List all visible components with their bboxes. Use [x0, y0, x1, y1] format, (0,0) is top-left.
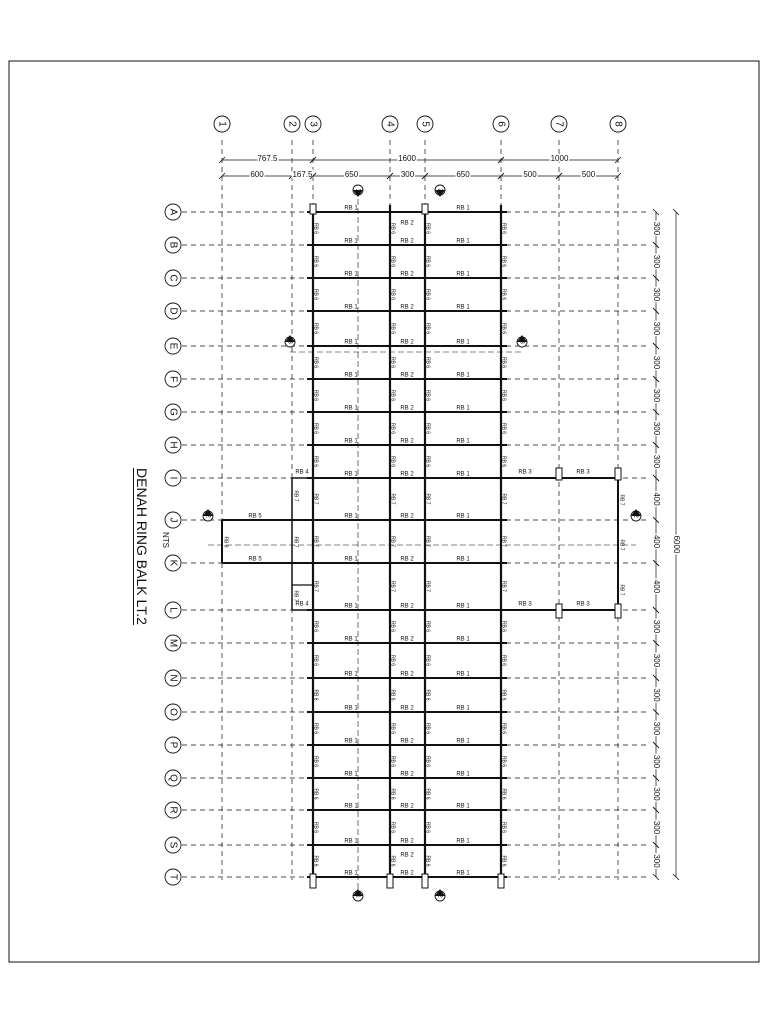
beam-label: RB 6	[312, 620, 319, 633]
beam-label: RB 6	[424, 821, 431, 834]
beam-label: RB 6	[424, 654, 431, 667]
section-mark-west	[203, 509, 213, 521]
beam-label: RB 1	[344, 771, 358, 778]
beam-label: RB 6	[500, 455, 507, 468]
beam-label: RB 6	[389, 322, 396, 335]
scale-note: NTS	[161, 532, 170, 548]
right-dimension-10-label: 400	[651, 579, 661, 594]
beam-label: RB 6	[500, 255, 507, 268]
beam-label: RB 7	[618, 494, 625, 506]
beam-label: RB 1	[456, 339, 470, 346]
beam-label: RB 6	[312, 356, 319, 369]
beam-label: RB 6	[424, 620, 431, 633]
beam-label: RB 2	[400, 738, 414, 745]
column-bottom-1	[387, 874, 393, 888]
beam-label: RB 7	[389, 535, 396, 548]
beam-label: RB 1	[344, 205, 358, 212]
beam-label: RB 6	[424, 389, 431, 402]
right-dimension-12-label: 300	[651, 653, 661, 668]
beam-label: RB 1	[456, 405, 470, 412]
beam-label: RB 6	[424, 422, 431, 435]
beam-label: RB 6	[500, 689, 507, 701]
beam-label: RB 2	[400, 238, 414, 245]
bottom-dimension-5-label: 500	[523, 170, 537, 180]
grid-bubble-row-label-P: P	[167, 741, 179, 749]
beam-label: RB 1	[344, 471, 358, 478]
beam-label: RB 7	[424, 580, 431, 593]
right-dimension-6-label: 300	[651, 421, 661, 436]
right-dimension-16-label: 300	[651, 787, 661, 801]
beam-label: RB 1	[344, 372, 358, 379]
beam-label: RB 6	[389, 722, 396, 735]
section-mark-2-top	[435, 185, 445, 197]
section-mark-2-top-label: 2	[436, 188, 443, 192]
beam-label: RB 4	[295, 601, 309, 608]
beam-label: RB 6	[312, 222, 319, 235]
beam-label: RB 6	[389, 255, 396, 268]
grid-bubble-col-label-6: 6	[495, 121, 507, 127]
beam-label: RB 8	[222, 536, 229, 548]
beam-label: RB 2	[400, 271, 414, 278]
grid-bubble-row-label-R: R	[167, 806, 179, 814]
beam-label: RB 7	[500, 535, 507, 548]
beam-label: RB 6	[500, 821, 507, 834]
top-dimension-2-label: 1000	[550, 154, 569, 164]
grid-bubble-row-label-S: S	[167, 841, 179, 849]
beam-label: RB 6	[312, 689, 319, 701]
beam-label: RB 2	[400, 372, 414, 379]
column-east-top-0	[556, 468, 562, 480]
beam-label: RB 7	[312, 535, 319, 548]
beam-label: RB 1	[344, 556, 358, 563]
right-dimension-18-label: 300	[651, 854, 661, 868]
section-mark-west-label: 2	[204, 514, 211, 518]
beam-label: RB 6	[389, 422, 396, 435]
beam-label: RB 6	[500, 288, 507, 301]
beam-label: RB 7	[292, 536, 299, 548]
beam-label: RB 1	[344, 838, 358, 845]
beam-label: RB 6	[389, 455, 396, 468]
beam-label: RB 7	[292, 490, 299, 502]
beam-label: RB 6	[389, 755, 396, 768]
beam-label: RB 4	[295, 469, 309, 476]
beam-label: RB 6	[500, 322, 507, 335]
right-dimension-7-label: 300	[651, 454, 661, 469]
beam-label: RB 2	[400, 803, 414, 810]
beam-label: RB 6	[500, 620, 507, 633]
sheet-border	[9, 61, 759, 962]
column-top-1	[422, 204, 428, 214]
bottom-dimension-6-label: 500	[581, 170, 596, 180]
beam-label: RB 6	[424, 755, 431, 768]
beam-label: RB 2	[400, 603, 414, 610]
overall-dimension-label: 6000	[671, 535, 681, 554]
beam-label: RB 7	[292, 590, 299, 602]
beam-label: RB 5	[248, 513, 262, 520]
beam-label: RB 6	[424, 255, 431, 268]
beam-label: RB 6	[500, 755, 507, 768]
beam-label: RB 6	[424, 322, 431, 335]
beam-label: RB 6	[312, 288, 319, 301]
beam-label: RB 6	[389, 788, 396, 800]
beam-label: RB 1	[456, 738, 470, 745]
grid-bubble-col-label-7: 7	[553, 121, 565, 127]
bottom-dimension-2-label: 650	[344, 170, 359, 180]
grid-bubble-col-label-3: 3	[307, 121, 319, 127]
beam-label: RB 6	[312, 788, 319, 800]
section-mark-east	[631, 509, 641, 521]
beam-label: RB 1	[344, 671, 358, 678]
beam-label: RB 3	[576, 469, 590, 476]
beam-label: RB 2	[400, 304, 414, 311]
bottom-dimension-1-label: 167.5	[292, 170, 313, 180]
beam-label: RB 2	[400, 471, 414, 478]
beam-label: RB 2	[400, 513, 414, 520]
beam-label: RB 6	[424, 855, 431, 867]
beam-label: RB 1	[456, 513, 470, 520]
beam-label: RB 1	[344, 870, 358, 877]
grid-bubble-row-label-M: M	[167, 638, 179, 648]
beam-label: RB 1	[456, 372, 470, 379]
beam-label: RB 6	[424, 222, 431, 235]
right-dimension-11-label: 300	[651, 619, 661, 634]
beam-label: RB 1	[344, 738, 358, 745]
beam-label: RB 6	[500, 722, 507, 735]
grid-bubble-row-label-E: E	[167, 342, 179, 350]
beams	[222, 204, 621, 888]
beam-label: RB 3	[576, 601, 590, 608]
beam-label: RB 7	[389, 580, 396, 593]
beam-label: RB 6	[500, 788, 507, 800]
beam-label: RB 1	[456, 771, 470, 778]
beam-label: RB 7	[500, 580, 507, 593]
beam-label: RB 6	[312, 654, 319, 667]
grid-bubble-row-label-F: F	[167, 375, 179, 383]
beam-label: RB 7	[500, 493, 507, 505]
beam-label: RB 1	[344, 803, 358, 810]
beam-label: RB 3	[518, 469, 532, 476]
top-dimension-1-label: 1600	[398, 154, 416, 164]
column-east-bottom-1	[615, 604, 621, 618]
beam-label: RB 6	[500, 422, 507, 435]
grid-bubble-col-label-5: 5	[419, 121, 431, 127]
beam-label: RB 1	[456, 671, 470, 678]
beam-label: RB 6	[500, 855, 507, 867]
top-dimension-0-label: 767.5	[257, 154, 278, 164]
beam-label: RB 6	[312, 455, 319, 468]
beam-label: RB 7	[618, 539, 625, 551]
beam-label: RB 7	[312, 580, 319, 593]
section-mark-3-left-label: 3	[286, 340, 293, 344]
grid-bubble-row-label-K: K	[167, 559, 179, 567]
beam-label: RB 6	[389, 821, 396, 834]
drawing-title: DENAH RING BALK LT.2	[134, 468, 150, 625]
beam-label: RB 6	[389, 689, 396, 701]
grid-lines	[182, 140, 650, 880]
section-mark-1-bottom-label: 1	[354, 894, 361, 898]
beam-label: RB 1	[456, 838, 470, 845]
grid-bubble-col-label-8: 8	[612, 121, 624, 127]
grid-bubble-row-label-I: I	[167, 476, 179, 480]
beam-label: RB 6	[312, 821, 319, 834]
beam-label: RB 1	[344, 603, 358, 610]
bottom-dimension-3-label: 300	[400, 170, 415, 180]
beam-label: RB 6	[389, 620, 396, 633]
beam-label: RB 7	[424, 535, 431, 548]
section-mark-1-top-label: 1	[354, 188, 361, 192]
beam-label: RB 2	[400, 339, 414, 346]
beam-label: RB 1	[456, 438, 470, 445]
beam-label: RB 6	[312, 722, 319, 735]
grid-bubble-row-label-Q: Q	[167, 774, 179, 782]
beam-label: RB 1	[456, 803, 470, 810]
column-bottom-0	[310, 874, 316, 888]
grid-bubble-col-label-2: 2	[286, 121, 298, 127]
beam-label: RB 6	[424, 356, 431, 369]
beam-label: RB 2	[400, 636, 414, 643]
section-mark-3-left	[285, 335, 295, 347]
grid-bubble-row-label-D: D	[167, 307, 179, 315]
right-dimension-3-label: 300	[651, 321, 661, 336]
column-bottom-3	[498, 874, 504, 888]
right-dimension-2-label: 300	[651, 287, 661, 302]
right-dimension-14-label: 300	[651, 721, 661, 736]
beam-label: RB 1	[344, 271, 358, 278]
beam-label: RB 6	[424, 288, 431, 301]
beam-label: RB 6	[312, 255, 319, 268]
grid-bubble-row-label-N: N	[167, 674, 179, 682]
beam-label: RB 2	[400, 671, 414, 678]
beam-label: RB 2	[400, 852, 414, 859]
beam-label: RB 6	[424, 722, 431, 735]
beam-label: RB 1	[456, 271, 470, 278]
beam-label: RB 1	[456, 603, 470, 610]
beam-label: RB 6	[389, 356, 396, 369]
beam-label: RB 1	[456, 556, 470, 563]
beam-label: RB 7	[618, 584, 625, 596]
beam-label: RB 6	[389, 654, 396, 667]
beam-label: RB 6	[312, 755, 319, 768]
beam-label: RB 6	[312, 855, 319, 867]
grid-bubble-row-label-J: J	[167, 517, 179, 523]
right-dimension-0-label: 300	[651, 221, 661, 236]
column-bottom-2	[422, 874, 428, 888]
dimensions	[219, 154, 681, 880]
grid-bubble-row-label-A: A	[167, 208, 179, 216]
beam-label: RB 7	[389, 493, 396, 505]
section-marks	[203, 185, 641, 901]
beam-label: RB 1	[344, 405, 358, 412]
beam-label: RB 6	[389, 389, 396, 402]
beam-label: RB 6	[500, 222, 507, 235]
bottom-dimension-4-label: 650	[456, 170, 470, 180]
bottom-dimension-0-label: 600	[250, 170, 264, 180]
section-mark-3-right	[517, 335, 527, 347]
grid-bubble-col-label-4: 4	[384, 121, 396, 127]
beam-label: RB 6	[312, 422, 319, 435]
beam-label: RB 5	[248, 556, 262, 563]
beam-label: RB 6	[424, 689, 431, 701]
beam-label: RB 6	[500, 389, 507, 402]
right-dimension-8-label: 400	[651, 492, 661, 506]
column-east-bottom-0	[556, 604, 562, 618]
beam-labels	[223, 206, 625, 877]
right-dimension-15-label: 300	[651, 754, 661, 769]
beam-label: RB 6	[312, 389, 319, 402]
beam-label: RB 2	[400, 705, 414, 712]
beam-label: RB 2	[400, 220, 414, 227]
beam-label: RB 7	[424, 493, 431, 505]
beam-label: RB 1	[456, 471, 470, 478]
grid-bubble-row-label-O: O	[167, 708, 179, 716]
grid-bubble-row-label-T: T	[167, 873, 179, 881]
beam-label: RB 6	[500, 356, 507, 369]
beam-label: RB 1	[456, 636, 470, 643]
section-mark-2-bottom	[435, 889, 445, 901]
beam-label: RB 6	[500, 654, 507, 667]
grid-bubble-row-label-H: H	[167, 441, 179, 449]
beam-label: RB 1	[344, 705, 358, 712]
beam-label: RB 6	[389, 222, 396, 235]
right-dimension-4-label: 300	[651, 355, 661, 370]
grid-bubble-col-label-1: 1	[216, 121, 228, 127]
grid-bubble-row-label-G: G	[167, 408, 179, 416]
beam-label: RB 1	[456, 205, 470, 212]
beam-label: RB 1	[344, 238, 358, 245]
beam-label: RB 1	[456, 870, 470, 877]
beam-label: RB 2	[400, 771, 414, 778]
column-east-top-1	[615, 468, 621, 480]
beam-label: RB 6	[424, 788, 431, 800]
right-dimension-9-label: 400	[651, 534, 661, 549]
grid-bubble-row-label-B: B	[167, 241, 179, 249]
beam-label: RB 2	[400, 870, 414, 877]
beam-label: RB 2	[400, 438, 414, 445]
beam-label: RB 1	[344, 636, 358, 643]
beam-label: RB 1	[344, 304, 358, 311]
section-mark-3-right-label: 3	[518, 340, 525, 344]
beam-label: RB 7	[312, 493, 319, 505]
right-dimension-13-label: 300	[651, 688, 661, 702]
grid-bubble-row-label-L: L	[167, 607, 179, 613]
right-dimension-5-label: 300	[651, 388, 661, 403]
beam-label: RB 1	[344, 513, 358, 520]
section-mark-2-bottom-label: 2	[436, 894, 443, 898]
column-top-0	[310, 204, 316, 214]
beam-label: RB 6	[389, 288, 396, 301]
beam-label: RB 1	[344, 339, 358, 346]
section-mark-east-label: 2	[632, 514, 639, 518]
beam-label: RB 1	[456, 238, 470, 245]
beam-label: RB 1	[456, 705, 470, 712]
beam-label: RB 3	[518, 601, 532, 608]
beam-label: RB 6	[424, 455, 431, 468]
beam-label: RB 1	[456, 304, 470, 311]
grid-bubble-row-label-C: C	[167, 274, 179, 282]
beam-label: RB 6	[312, 322, 319, 335]
beam-label: RB 2	[400, 556, 414, 563]
beam-label: RB 1	[344, 438, 358, 445]
right-dimension-1-label: 300	[651, 254, 661, 269]
beam-label: RB 6	[389, 855, 396, 867]
right-dimension-17-label: 300	[651, 820, 661, 835]
beam-label: RB 2	[400, 838, 414, 845]
beam-label: RB 2	[400, 405, 414, 412]
